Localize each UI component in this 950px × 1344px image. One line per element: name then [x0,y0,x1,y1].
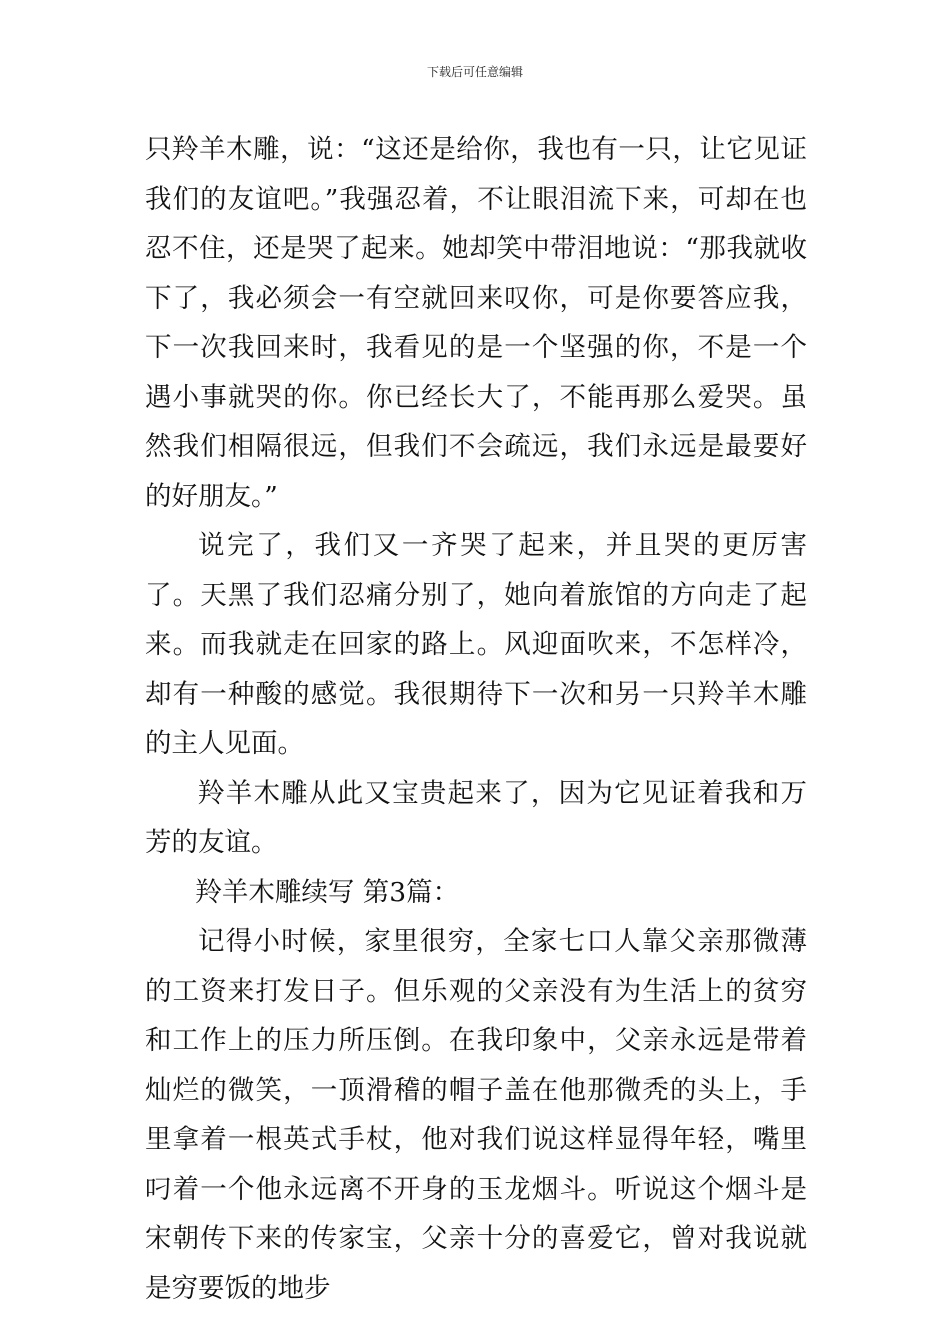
document-body [145,125,807,1313]
page-header: 下载后可任意编辑 [426,65,523,79]
section-heading: 羚羊木雕续写 第3篇： [195,876,460,908]
paragraph: 说完了，我们又一齐哭了起来，并且哭的更厉害了。天黑了我们忍痛分别了，她向着旅馆的方向走了起来。而我就走在回家的路上。风迎面吹来，不怎样冷，却有一种酸的感觉。我很期待下一次和另一只羚羊木雕的主人见面。 [145,530,807,759]
paragraph: 记得小时候，家里很穷，全家七口人靠父亲那微薄的工资来打发日子。但乐观的父亲没有为生活上的贫穷和工作上的压力所压倒。在我印象中，父亲永远是带着灿烂的微笑，一顶滑稽的帽子盖在他那微秃的头上，手里拿着一根英式手杖，他对我们说这样显得年轻，嘴里叼着一个他永远离不开身的玉龙烟斗。听说这个烟斗是宋朝传下来的传家宝，父亲十分的喜爱它，曾对我说就是穷要饭的地步 [145,926,807,1304]
paragraph-continuation: 只羚羊木雕，说：“这还是给你，我也有一只，让它见证我们的友谊吧。”我强忍着，不让眼泪流下来，可却在也忍不住，还是哭了起来。她却笑中带泪地说：“那我就收下了，我必须会一有空就回来叹你，可是你要答应我，下一次我回来时，我看见的是一个坚强的你，不是一个遇小事就哭的你。你已经长大了，不能再那么爱哭。虽然我们相隔很远，但我们不会疏远，我们永远是最要好的好朋友。” [145,134,807,512]
paragraph: 羚羊木雕从此又宝贵起来了，因为它见证着我和万芳的友谊。 [145,777,807,858]
